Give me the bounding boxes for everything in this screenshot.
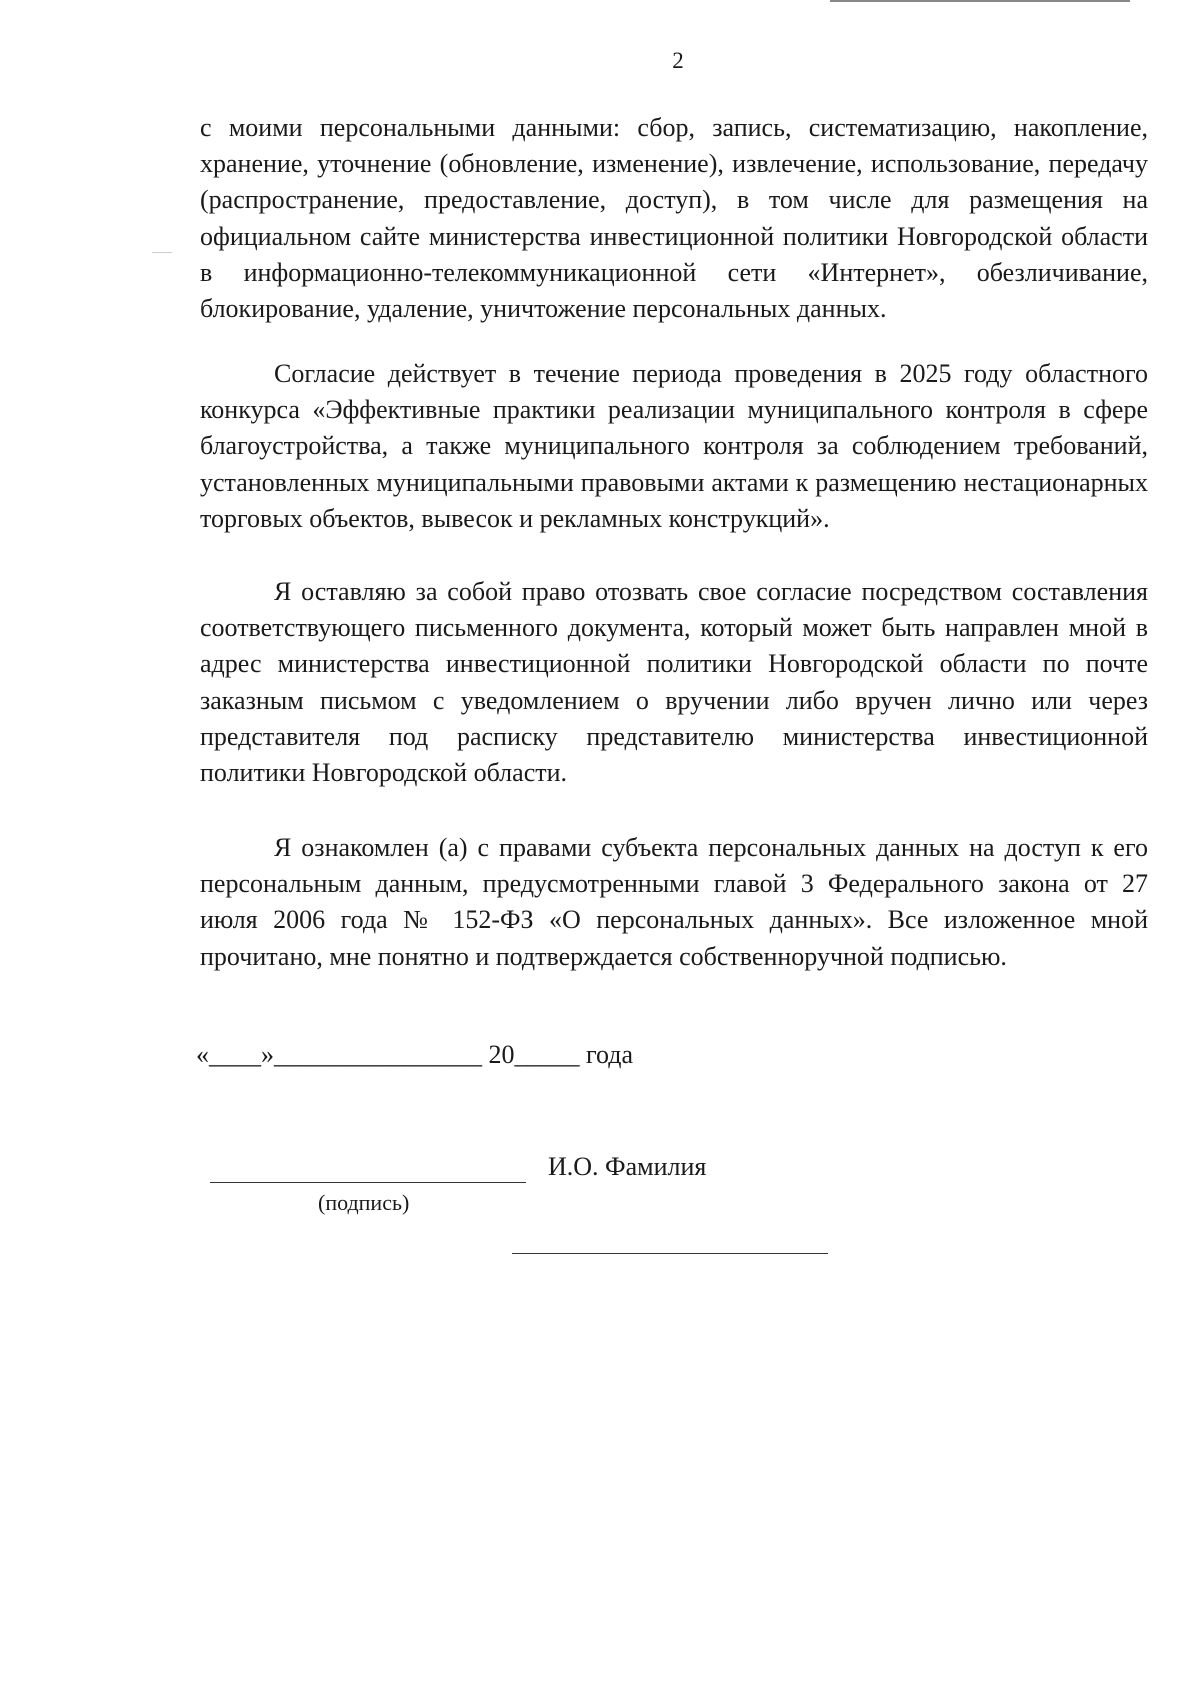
signature-caption: (подпись) — [318, 1190, 410, 1215]
closing-rule — [512, 1253, 828, 1254]
paragraph-acknowledgement — [200, 830, 1148, 975]
date-field: «____»________________ 20_____ года — [196, 1040, 634, 1069]
paragraph-text: Я оставляю за собой право отозвать свое согласие посредством составления соответствующего письменного документа, который может быть направлен мной в адрес министерства инвестиционной политики Новгородской области по почте заказным письмом с уведомлением о вручении либо вручен лично или через представителя под расписку представителю министерства инвестиционной политики Новгородской области. — [200, 577, 1148, 788]
paragraph-consent-actions — [200, 110, 1148, 327]
paragraph-text: Согласие действует в течение периода проведения в 2025 году областного конкурса «Эффективные практики реализации муниципального контроля в сфере благоустройства, а также муниципального контроля за соблюдением требований, установленных муниципальными правовыми актами к размещению нестационарных торговых объектов, вывесок и рекламных конструкций». — [200, 359, 1148, 533]
paragraph-text: Я ознакомлен (а) с правами субъекта персональных данных на доступ к его персональным данным, предусмотренными главой 3 Федерального закона от 27 июля 2006 года № 152-ФЗ «О персональных данных». Все изложенное мной прочитано, мне понятно и подтверждается собственноручной подписью. — [200, 833, 1148, 971]
signer-name: И.О. Фамилия — [548, 1152, 707, 1181]
page-number: 2 — [672, 48, 684, 73]
paragraph-revocation-right — [200, 574, 1148, 791]
scan-margin-mark — [152, 252, 172, 253]
paragraph-consent-period — [200, 356, 1148, 537]
paragraph-text: с моими персональными данными: сбор, запись, систематизацию, накопление, хранение, уточнение (обновление, изменение), извлечение, использование, передачу (распространение, предоставление, доступ), в том числе для размещения на официальном сайте министерства инвестиционной политики Новгородской области в информационно-телекоммуникационной сети «Интернет», обезличивание, блокирование, удаление, уничтожение персональных данных. — [200, 113, 1148, 324]
scan-edge-line — [830, 0, 1130, 2]
signature-line — [210, 1182, 526, 1183]
